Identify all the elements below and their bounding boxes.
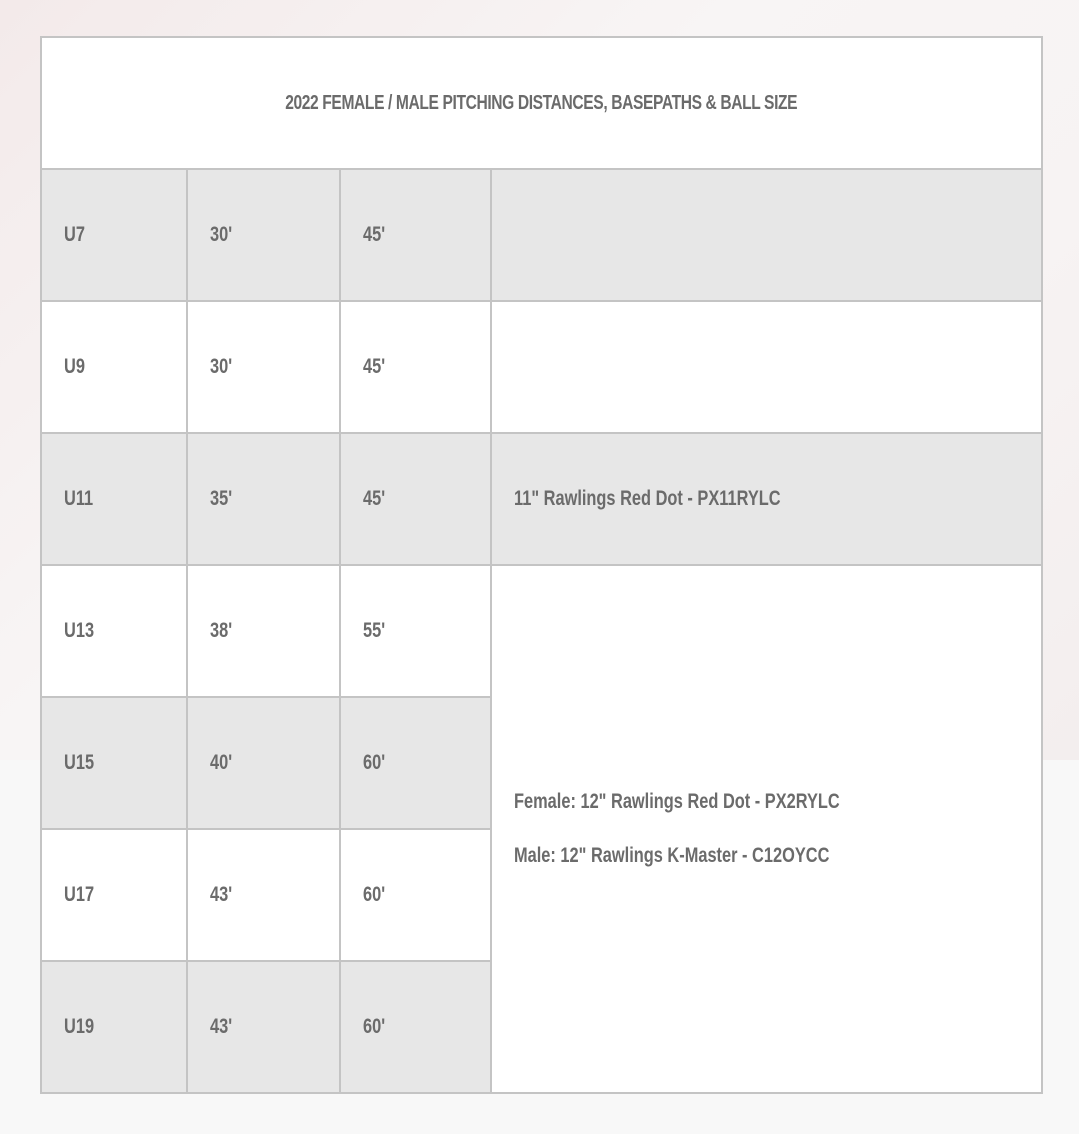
basepath-cell: 55': [340, 565, 491, 697]
ball-size-merged-cell: [491, 565, 1042, 1093]
table-row-u11: [41, 433, 1042, 565]
table-row-u9: [41, 301, 1042, 433]
pitching-distance-cell: 30': [187, 169, 340, 301]
basepath-cell: 60': [340, 829, 491, 961]
table-header-row: [41, 37, 1042, 169]
male-ball-text: Male: 12" Rawlings K-Master - C12OYCC: [514, 844, 830, 867]
basepath-cell: 45': [340, 169, 491, 301]
division-cell: U7: [41, 169, 187, 301]
division-cell: U9: [41, 301, 187, 433]
ball-size-cell: 11" Rawlings Red Dot - PX11RYLC: [491, 433, 1042, 565]
basepath-cell: 60': [340, 961, 491, 1093]
division-cell: U15: [41, 697, 187, 829]
pitching-distance-cell: 30': [187, 301, 340, 433]
table-title: 2022 FEMALE / MALE PITCHING DISTANCES, BASEPATHS & BALL SIZE: [41, 37, 1042, 169]
table-row-u7: [41, 169, 1042, 301]
division-cell: U19: [41, 961, 187, 1093]
table-row-u13: [41, 565, 1042, 697]
division-cell: U13: [41, 565, 187, 697]
division-cell: U17: [41, 829, 187, 961]
ball-size-cell: [491, 301, 1042, 433]
basepath-cell: 45': [340, 301, 491, 433]
pitching-distance-cell: 38': [187, 565, 340, 697]
basepath-cell: 45': [340, 433, 491, 565]
pitching-distance-cell: 43': [187, 961, 340, 1093]
division-cell: U11: [41, 433, 187, 565]
female-ball-text: Female: 12" Rawlings Red Dot - PX2RYLC: [514, 790, 840, 813]
pitching-distance-cell: 43': [187, 829, 340, 961]
basepath-cell: 60': [340, 697, 491, 829]
pitching-distance-cell: 40': [187, 697, 340, 829]
ball-size-cell: [491, 169, 1042, 301]
pitching-distances-table: [40, 36, 1043, 1094]
pitching-distance-cell: 35': [187, 433, 340, 565]
